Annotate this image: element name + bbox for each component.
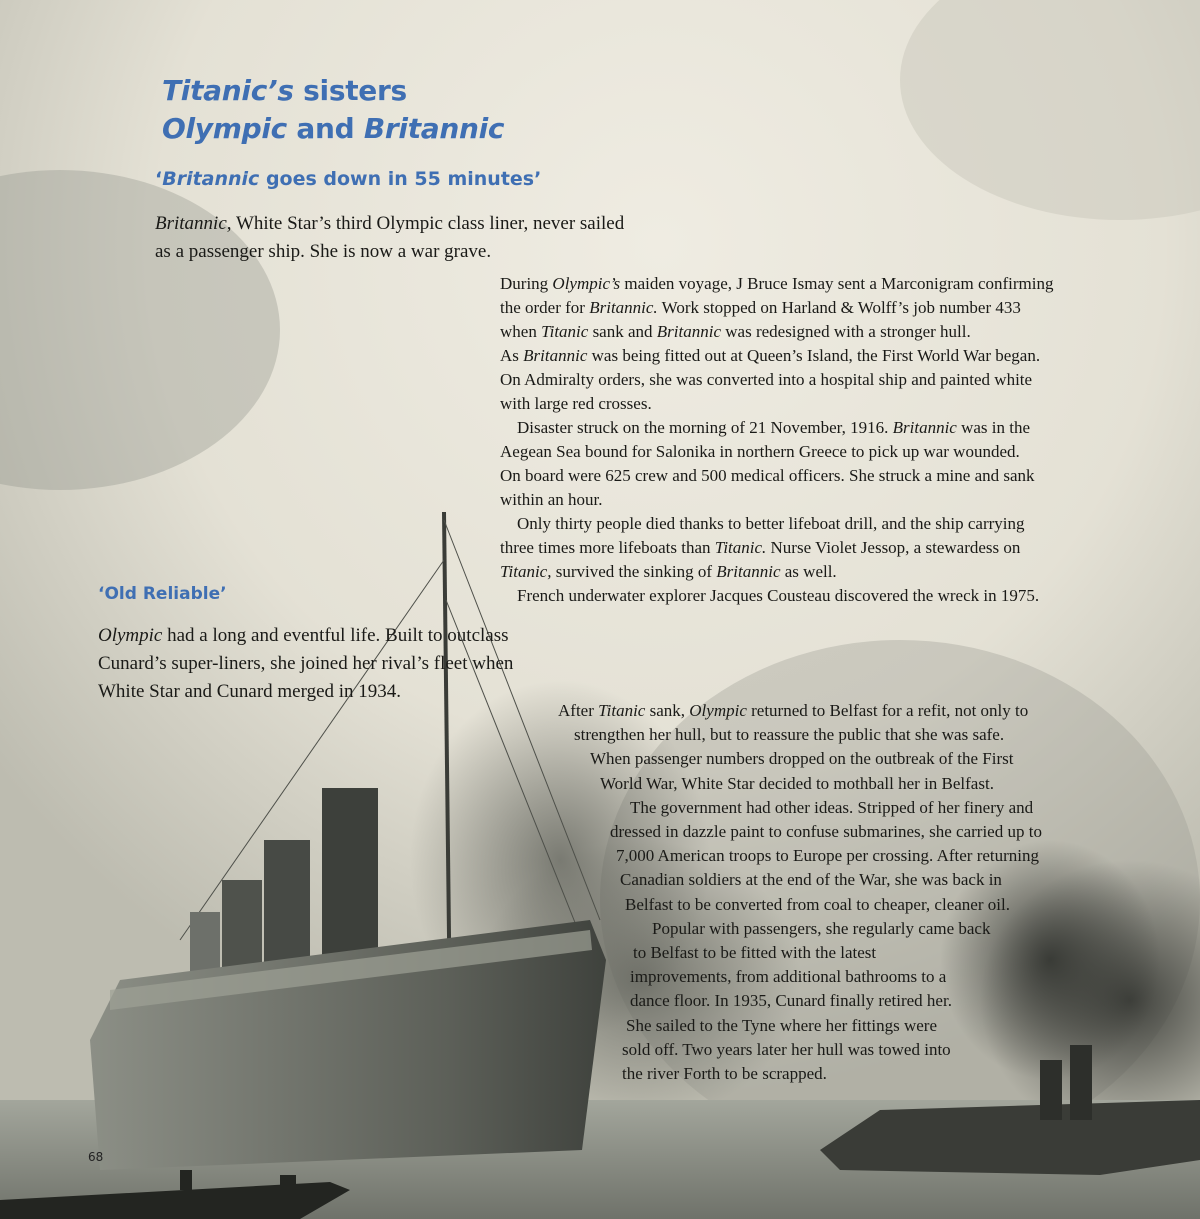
body-line: when Titanic sank and Britannic was redesigned with a stronger hull.: [500, 322, 971, 341]
body-line: the river Forth to be scrapped.: [622, 1064, 827, 1083]
britannic-subheading: ‘Britannic goes down in 55 minutes’: [155, 168, 542, 190]
body-line: with large red crosses.: [500, 394, 652, 413]
title-line-2: Olympic and Britannic: [162, 112, 505, 145]
body-line: As Britannic was being fitted out at Queen’s Island, the First World War began.: [500, 346, 1041, 365]
olympic-subheading: ‘Old Reliable’: [98, 584, 227, 604]
body-line: Titanic, survived the sinking of Britannic as well.: [500, 562, 837, 581]
body-line: The government had other ideas. Stripped of her finery and: [630, 797, 1034, 817]
olympic-intro: Olympic had a long and eventful life. Built to outclass Cunard’s super-liners, she joined her rival’s fleet when White Star and Cunard merged in 1934.: [98, 625, 514, 702]
body-line: three times more lifeboats than Titanic. Nurse Violet Jessop, a stewardess on: [500, 538, 1021, 557]
britannic-body-text: [500, 272, 1053, 608]
body-line: Popular with passengers, she regularly came back: [652, 918, 991, 938]
body-line: dance floor. In 1935, Cunard finally retired her.: [630, 991, 952, 1011]
body-line: dressed in dazzle paint to confuse submarines, she carried up to: [610, 822, 1042, 841]
body-line: After Titanic sank, Olympic returned to Belfast for a refit, not only to: [558, 701, 1029, 720]
body-line: When passenger numbers dropped on the outbreak of the First: [590, 749, 1014, 769]
body-line: Belfast to be converted from coal to cheaper, cleaner oil.: [625, 894, 1010, 914]
body-line: World War, White Star decided to mothball her in Belfast.: [600, 773, 994, 793]
britannic-intro: Britannic, White Star’s third Olympic class liner, never sailed as a passenger ship. She is now a war grave.: [155, 213, 625, 262]
olympic-body-text: [0, 699, 1200, 1099]
body-line: She sailed to the Tyne where her fittings were: [626, 1015, 938, 1035]
page-number: 68: [88, 1150, 104, 1164]
body-line: Aegean Sea bound for Salonika in northern Greece to pick up war wounded.: [500, 442, 1020, 461]
body-line: On Admiralty orders, she was converted into a hospital ship and painted white: [500, 370, 1033, 389]
body-line: strengthen her hull, but to reassure the public that she was safe.: [574, 725, 1005, 745]
body-line: On board were 625 crew and 500 medical officers. She struck a mine and sank: [500, 466, 1035, 485]
body-line: Canadian soldiers at the end of the War, she was back in: [620, 870, 1002, 890]
body-line: Only thirty people died thanks to better lifeboat drill, and the ship carrying: [500, 514, 1025, 533]
body-line: sold off. Two years later her hull was towed into: [622, 1039, 951, 1059]
body-line: to Belfast to be fitted with the latest: [633, 943, 877, 962]
body-line: improvements, from additional bathrooms to a: [630, 967, 947, 987]
body-line: Disaster struck on the morning of 21 November, 1916. Britannic was in the: [500, 418, 1031, 437]
body-line: 7,000 American troops to Europe per crossing. After returning: [616, 846, 1040, 866]
body-line: the order for Britannic. Work stopped on Harland & Wolff’s job number 433: [500, 298, 1021, 317]
body-line: within an hour.: [500, 490, 603, 509]
body-line: During Olympic’s maiden voyage, J Bruce Ismay sent a Marconigram confirming: [500, 274, 1054, 293]
title-line-1: Titanic’s sisters: [162, 74, 407, 107]
page-title: [162, 72, 504, 148]
body-line: French underwater explorer Jacques Cousteau discovered the wreck in 1975.: [500, 586, 1040, 605]
